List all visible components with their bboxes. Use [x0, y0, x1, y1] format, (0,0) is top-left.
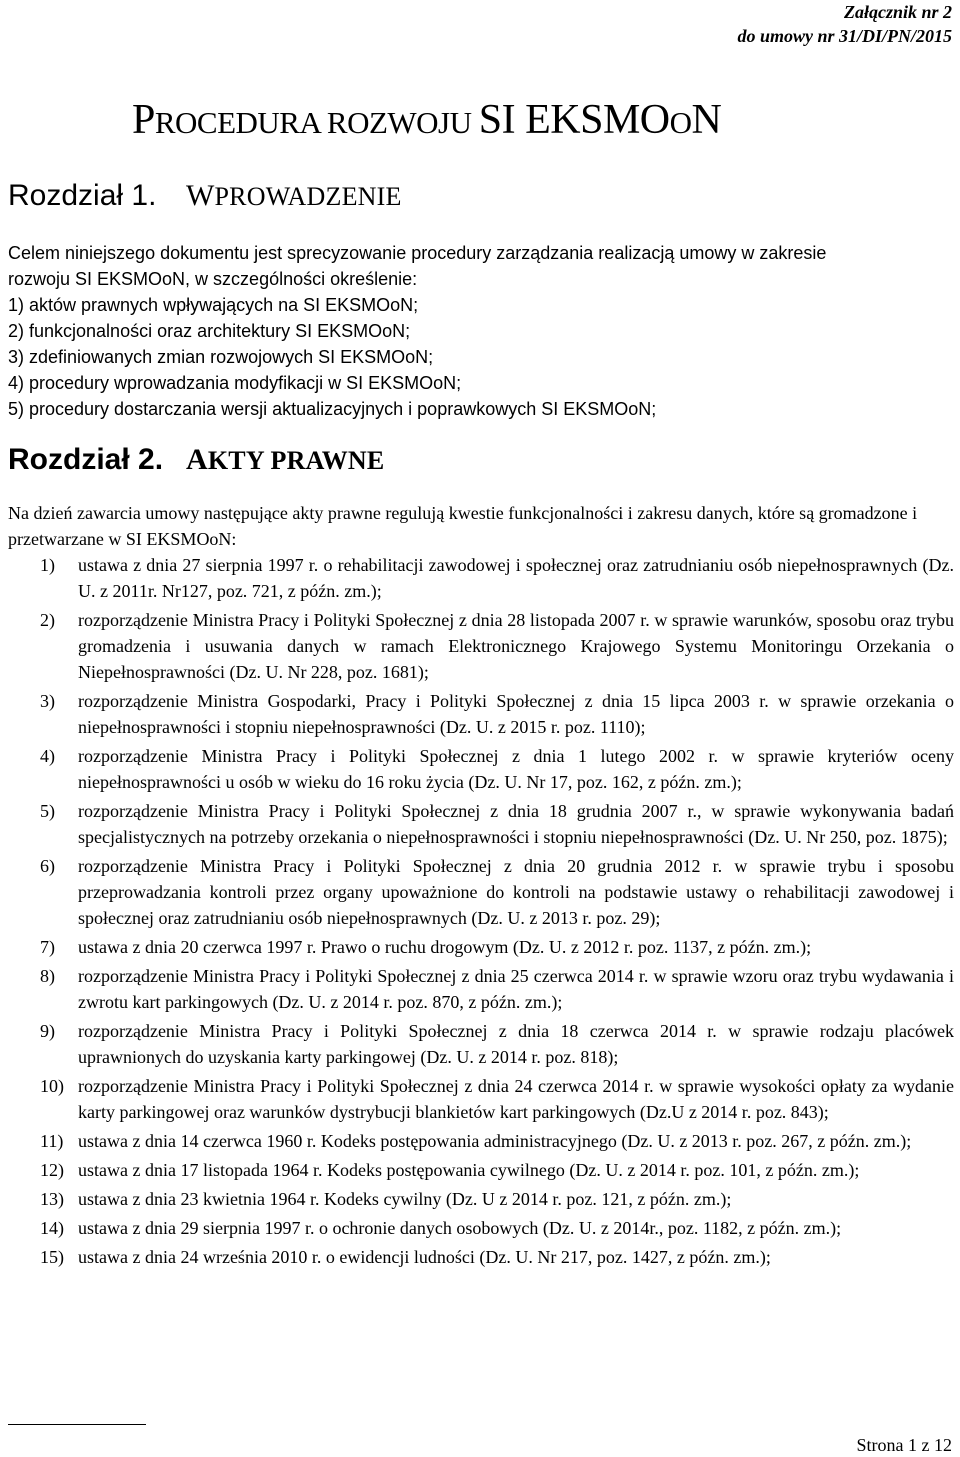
list-item: [8, 607, 954, 685]
list-item-text: ustawa z dnia 23 kwietnia 1964 r. Kodeks cywilny (Dz. U z 2014 r. poz. 121, z późn. zm.);: [78, 1189, 732, 1209]
list-item-text: rozporządzenie Ministra Pracy i Polityki Społecznej z dnia 25 czerwca 2014 r. w sprawie wzoru oraz trybu wydawania i zwrotu kart parkingowych (Dz. U. z 2014 r. poz. 870, z późn. zm.);: [78, 966, 954, 1012]
intro-paragraph: [8, 240, 954, 422]
chapter-2-initial: A: [186, 443, 208, 476]
chapter-2-rest: KTY PRAWNE: [207, 446, 385, 475]
intro-item: 2) funkcjonalności oraz architektury SI EKSMOoN;: [8, 321, 411, 341]
list-item-number: 5): [40, 801, 55, 821]
list-item: [8, 688, 954, 740]
list-item-text: ustawa z dnia 29 sierpnia 1997 r. o ochronie danych osobowych (Dz. U. z 2014r., poz. 1182, z późn. zm.);: [78, 1218, 842, 1238]
list-item-text: ustawa z dnia 20 czerwca 1997 r. Prawo o ruchu drogowym (Dz. U. z 2012 r. poz. 1137, z późn. zm.);: [78, 937, 812, 957]
list-item-text: ustawa z dnia 14 czerwca 1960 r. Kodeks postępowania administracyjnego (Dz. U. z 2013 r. poz. 267, z późn. zm.);: [78, 1131, 912, 1151]
list-item: [8, 798, 954, 850]
attachment-number: Załącznik nr 2: [843, 2, 952, 22]
list-item: [8, 1215, 954, 1241]
list-item-text: rozporządzenie Ministra Pracy i Polityki Społecznej z dnia 1 lutego 2002 r. w sprawie kryteriów oceny niepełnosprawności u osób w wieku do 16 roku życia (Dz. U. Nr 17, poz. 162, z późn. zm.);: [78, 746, 954, 792]
list-item: [8, 853, 954, 931]
list-item: [8, 552, 954, 604]
intro-item: 4) procedury wprowadzania modyfikacji w SI EKSMOoN;: [8, 373, 462, 393]
list-item: [8, 1018, 954, 1070]
list-item-number: 14): [40, 1218, 64, 1238]
list-item-number: 2): [40, 610, 55, 630]
title-o: O: [669, 105, 692, 140]
chapter-2-number: Rozdział 2.: [8, 443, 164, 476]
list-item-number: 15): [40, 1247, 64, 1267]
footer-divider: [8, 1424, 146, 1425]
chapter-2-intro: Na dzień zawarcia umowy następujące akty prawne regulują kwestie funkcjonalności i zakresu danych, które są gromadzone i przetwarzane w SI EKSMOoN:: [8, 503, 918, 549]
intro-line-2: rozwoju SI EKSMOoN, w szczególności określenie:: [8, 269, 418, 289]
list-item: [8, 934, 954, 960]
intro-line-1: Celem niniejszego dokumentu jest sprecyzowanie procedury zarządzania realizacją umowy w zakresie: [8, 243, 827, 263]
intro-item: 5) procedury dostarczania wersji aktualizacyjnych i poprawkowych SI EKSMOoN;: [8, 399, 657, 419]
list-item-number: 1): [40, 555, 55, 575]
title-system: SI EKSMO: [478, 97, 670, 143]
page-number: Strona 1 z 12: [856, 1435, 952, 1455]
title-initial-p: P: [132, 97, 155, 143]
legal-acts-list: [8, 552, 954, 1273]
chapter-1-number: Rozdział 1.: [8, 179, 157, 212]
chapter-1-title: [186, 179, 402, 212]
list-item-text: rozporządzenie Ministra Pracy i Polityki Społecznej z dnia 24 czerwca 2014 r. w sprawie wysokości opłaty za wydanie karty parkingowej oraz warunków dystrybucji blankietów kart parkingowych (Dz.U z 2014 r. poz. 843);: [78, 1076, 954, 1122]
list-item-text: ustawa z dnia 27 sierpnia 1997 r. o rehabilitacji zawodowej i społecznej oraz zatrudnianiu osób niepełnosprawnych (Dz. U. z 2011r. Nr127, poz. 721, z późn. zm.);: [78, 555, 954, 601]
contract-number: do umowy nr 31/DI/PN/2015: [737, 26, 952, 46]
page-title: [132, 96, 721, 147]
list-item-number: 13): [40, 1189, 64, 1209]
list-item-text: rozporządzenie Ministra Pracy i Polityki Społecznej z dnia 18 czerwca 2014 r. w sprawie rodzaju placówek uprawnionych do uzyskania karty parkingowej (Dz. U. z 2014 r. poz. 818);: [78, 1021, 954, 1067]
list-item-number: 10): [40, 1076, 64, 1096]
attachment-header: [737, 0, 952, 48]
list-item: [8, 1128, 954, 1154]
list-item-text: rozporządzenie Ministra Pracy i Polityki Społecznej z dnia 28 listopada 2007 r. w sprawie warunków, sposobu oraz trybu gromadzenia i usuwania danych w ramach Elektronicznego Krajowego Systemu Monitoringu Orzekania o Niepełnosprawności (Dz. U. Nr 228, poz. 1681);: [78, 610, 954, 682]
intro-item: 1) aktów prawnych wpływających na SI EKSMOoN;: [8, 295, 419, 315]
list-item-number: 8): [40, 966, 55, 986]
intro-item: 3) zdefiniowanych zmian rozwojowych SI EKSMOoN;: [8, 347, 434, 367]
chapter-1-heading: [8, 178, 402, 215]
list-item: [8, 1157, 954, 1183]
list-item-text: rozporządzenie Ministra Gospodarki, Pracy i Polityki Społecznej z dnia 15 lipca 2003 r. w sprawie orzekania o niepełnosprawności i stopniu niepełnosprawności (Dz. U. z 2015 r. poz. 1110);: [78, 691, 954, 737]
list-item-number: 12): [40, 1160, 64, 1180]
list-item: [8, 963, 954, 1015]
chapter-2-heading: [8, 442, 384, 479]
list-item-number: 9): [40, 1021, 55, 1041]
title-n: N: [691, 97, 722, 143]
list-item: [8, 1244, 954, 1270]
list-item-text: ustawa z dnia 24 września 2010 r. o ewidencji ludności (Dz. U. Nr 217, poz. 1427, z późn. zm.);: [78, 1247, 771, 1267]
list-item-number: 6): [40, 856, 55, 876]
list-item-number: 7): [40, 937, 55, 957]
list-item-number: 4): [40, 746, 55, 766]
list-item: [8, 743, 954, 795]
chapter-1-rest: PROWADZENIE: [214, 182, 402, 211]
list-item-number: 11): [40, 1131, 64, 1151]
list-item-text: ustawa z dnia 17 listopada 1964 r. Kodeks postępowania cywilnego (Dz. U. z 2014 r. poz. 101, z późn. zm.);: [78, 1160, 860, 1180]
list-item-number: 3): [40, 691, 55, 711]
list-item-text: rozporządzenie Ministra Pracy i Polityki Społecznej z dnia 20 grudnia 2012 r. w sprawie trybu i sposobu przeprowadzania kontroli przez organy upoważnione do kontroli na podstawie ustawy o rehabilitacji zawodowej i społecznej oraz zatrudnianiu osób niepełnosprawnych (Dz. U. z 2013 r. poz. 29);: [78, 856, 954, 928]
list-item-text: rozporządzenie Ministra Pracy i Polityki Społecznej z dnia 18 grudnia 2007 r., w sprawie wykonywania badań specjalistycznych na potrzeby orzekania o niepełnosprawności i stopniu niepełnosprawności (Dz. U. Nr 250, poz. 1875);: [78, 801, 954, 847]
title-smallcaps: ROCEDURA ROZWOJU: [154, 105, 479, 140]
list-item: [8, 1073, 954, 1125]
chapter-2-title: [186, 443, 385, 476]
list-item: [8, 1186, 954, 1212]
chapter-1-initial: W: [186, 179, 215, 212]
